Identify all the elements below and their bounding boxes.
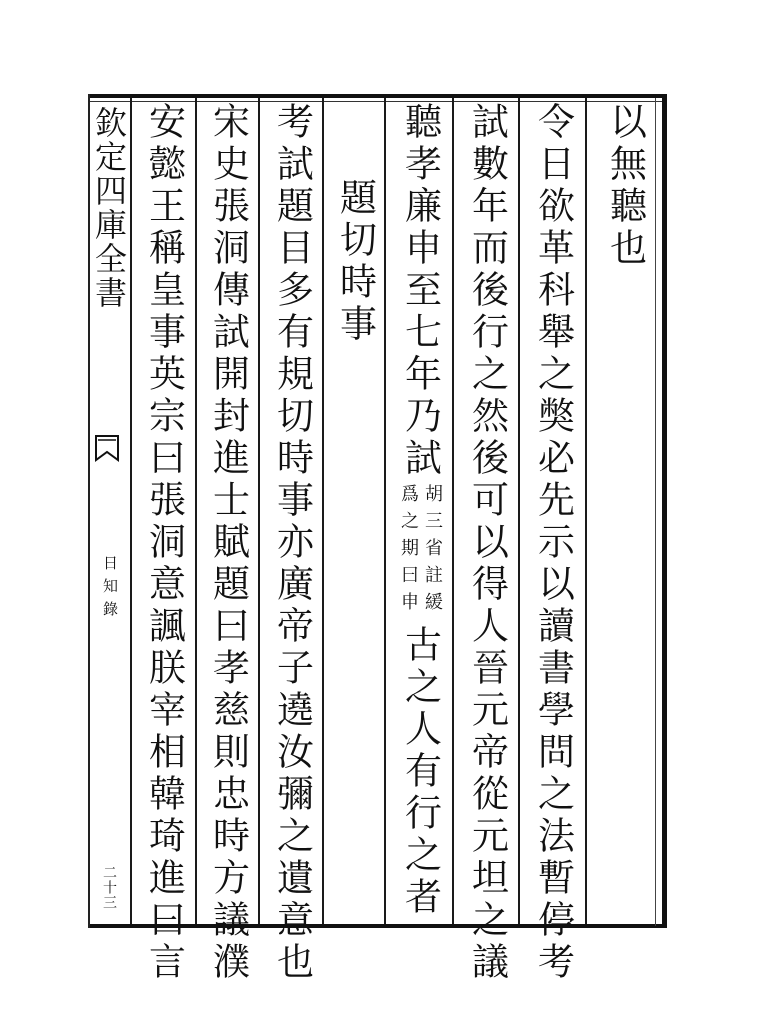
column-text: 以無聽也 xyxy=(603,102,647,270)
column-separator xyxy=(322,98,324,924)
commentary-line: 爲之期曰申 xyxy=(398,484,419,619)
collection-title: 欽定四庫全書 xyxy=(90,106,128,310)
text-column-2 xyxy=(522,102,584,984)
page-margin xyxy=(90,100,130,924)
column-separator xyxy=(585,98,587,924)
column-text: 考試題目多有規切時事亦廣帝子遶汝彌之遺意也 xyxy=(270,102,314,984)
column-separator xyxy=(384,98,386,924)
book-title: 日知錄 xyxy=(101,555,119,624)
text-column-7 xyxy=(198,102,258,984)
column-text: 安懿王稱皇事英宗曰張洞意諷朕宰相韓琦進曰言 xyxy=(142,102,186,984)
text-column-4 xyxy=(388,102,452,924)
column-separator xyxy=(518,98,520,924)
text-column-1 xyxy=(590,102,660,924)
text-column-3 xyxy=(456,102,518,984)
text-column-8 xyxy=(133,102,195,984)
column-text-after-note: 古之人有行之者 xyxy=(398,625,442,919)
column-separator xyxy=(195,98,197,924)
frame-right-border xyxy=(662,94,667,928)
frame-top-border xyxy=(88,94,666,98)
commentary-line: 胡三省註緩 xyxy=(422,484,443,619)
section-heading: 題切時事 xyxy=(333,178,377,346)
column-text-before-note: 聽孝廉申至七年乃試 xyxy=(398,102,442,480)
page-number: 二十三 xyxy=(101,865,117,910)
column-separator xyxy=(452,98,454,924)
commentary-note xyxy=(399,484,441,619)
column-text: 試數年而後行之然後可以得人晉元帝從元坦之議 xyxy=(465,102,509,984)
text-column-5 xyxy=(326,102,384,924)
column-separator xyxy=(130,98,132,924)
column-text: 令日欲革科舉之獘必先示以讀書學問之法暫停考 xyxy=(531,102,575,984)
column-separator xyxy=(258,98,260,924)
column-text: 宋史張洞傳試開封進士賦題曰孝慈則忠時方議濮 xyxy=(206,102,250,984)
text-column-6 xyxy=(262,102,322,984)
fishtail-mark-icon xyxy=(94,430,120,470)
